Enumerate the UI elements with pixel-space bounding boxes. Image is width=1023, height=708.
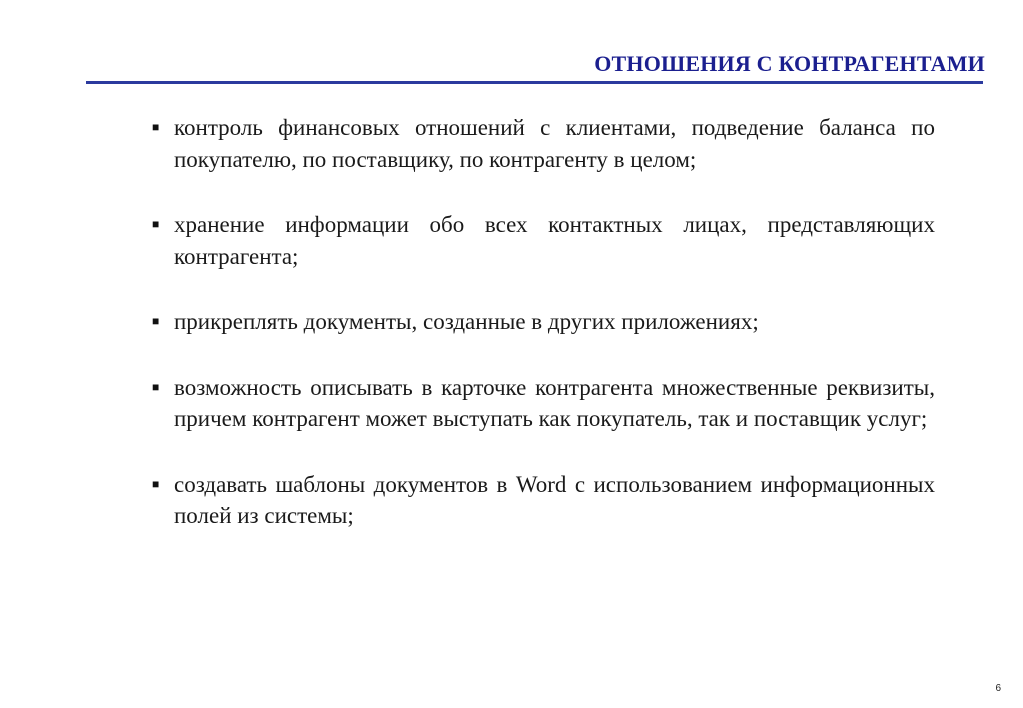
bullet-text: хранение информации обо всех контактных лицах, представляющих контрагента;: [174, 212, 935, 269]
square-bullet-icon: ■: [152, 476, 160, 491]
title-underline: [86, 81, 983, 84]
slide-title: ОТНОШЕНИЯ С КОНТРАГЕНТАМИ: [594, 51, 985, 76]
bullet-item: [152, 112, 935, 175]
square-bullet-icon: ■: [152, 217, 160, 231]
bullet-item: [152, 469, 935, 532]
bullet-list: [152, 112, 935, 566]
page-number: 6: [995, 683, 1001, 694]
square-bullet-icon: ■: [152, 120, 160, 134]
square-bullet-icon: ■: [152, 379, 160, 394]
bullet-item: [152, 209, 935, 272]
bullet-item: [152, 306, 935, 338]
bullet-text: создавать шаблоны документов в Word с использованием информационных полей из системы;: [174, 471, 935, 528]
bullet-text: прикреплять документы, созданные в других приложениях;: [174, 309, 759, 334]
bullet-item: [152, 372, 935, 435]
bullet-text: контроль финансовых отношений с клиентами, подведение баланса по покупателю, по поставщику, по контрагенту в целом;: [174, 115, 935, 172]
bullet-text: возможность описывать в карточке контрагента множественные реквизиты, причем контрагент может выступать как покупатель, так и поставщик услуг;: [174, 374, 935, 431]
square-bullet-icon: ■: [152, 314, 160, 328]
